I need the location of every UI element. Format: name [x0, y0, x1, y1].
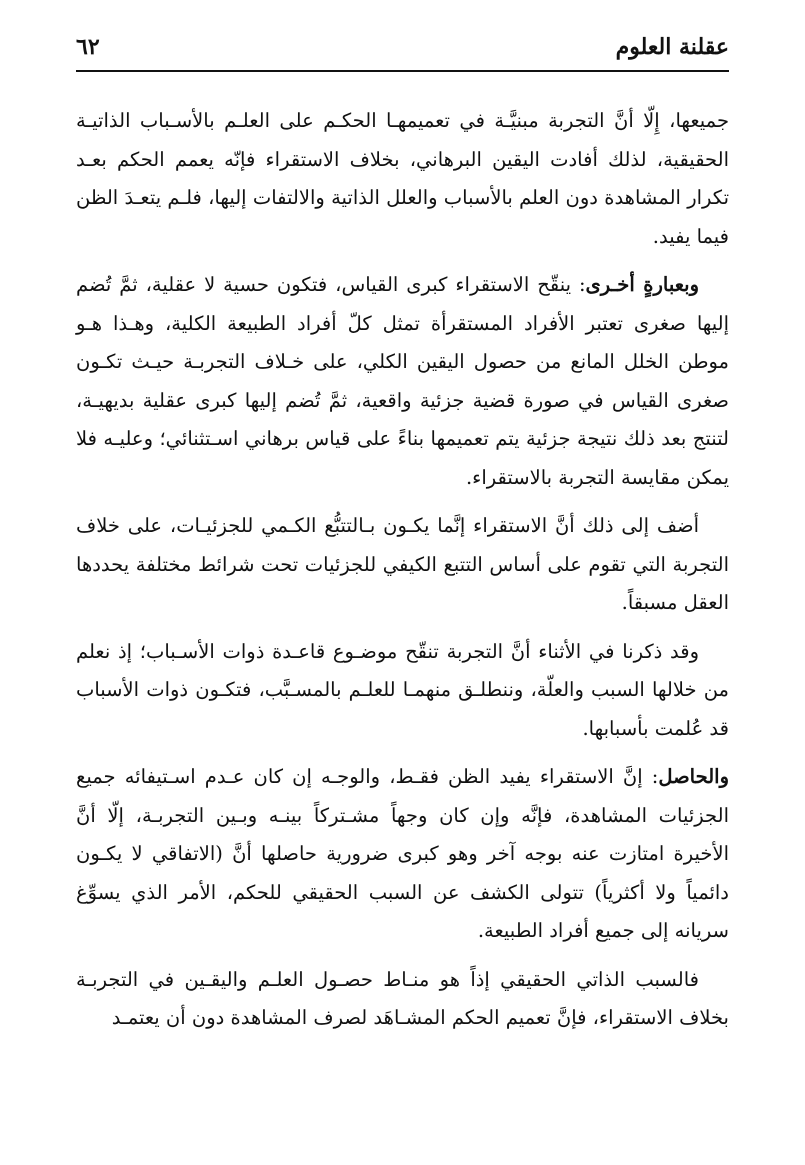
paragraph-lead: وبعبارةٍ أخـرى — [585, 273, 699, 296]
header-divider — [76, 70, 729, 72]
paragraph-lead: والحاصل — [658, 765, 729, 788]
paragraph-text: وقد ذكرنا في الأثناء أنَّ التجربة تنقّح موضـوع قاعـدة ذوات الأسـباب؛ إذ نعلم من خلالها السبب والعلّة، وننطلـق منهمـا للعلـم بالمسـبَّب، فتكـون ذوات الأسباب قد عُلمت بأسبابها. — [76, 639, 729, 740]
paragraph-text: أضف إلى ذلك أنَّ الاستقراء إنَّما يكـون بـالتتبُّع الكـمي للجزئيـات، على خلاف التجربة التي تقوم على أساس التتبع الكيفي للجزئيات تحت شرائط مختلفة يحددها العقل مسبقاً. — [76, 514, 729, 614]
paragraph-text: فالسبب الذاتي الحقيقي إذاً هو منـاط حصـول العلـم واليقـين في التجربـة بخلاف الاستقراء، فإنَّ تعميم الحكم المشـاهَد لصرف المشاهدة دون أن يعتمـد — [76, 967, 729, 1029]
paragraph — [76, 507, 729, 623]
paragraph — [76, 266, 729, 497]
paragraph — [76, 633, 729, 749]
paragraph — [76, 758, 729, 951]
paragraph-text: : ينقّح الاستقراء كبرى القياس، فتكون حسية لا عقلية، ثمَّ تُضم إليها صغرى تعتبر الأفراد المستقرأة تمثل كلّ أفراد الطبيعة الكلية، وهـذا هـو موطن الخلل المانع من حصول اليقين الكلي، على خـلاف التجربـة حيـث تكـون صغرى القياس في صورة قضية جزئية واقعية، ثمَّ تُضم إليها كبرى عقلية بديهيـة، لتنتج بعد ذلك نتيجة جزئية يتم تعميمها بناءً على قياس برهاني اسـتثنائي؛ وعليـه فلا يمكن مقايسة التجربة بالاستقراء. — [76, 273, 729, 489]
page-header — [76, 30, 729, 72]
body-text — [76, 102, 729, 1048]
paragraph — [76, 961, 729, 1038]
running-title: عقلنة العلوم — [615, 34, 729, 60]
paragraph — [76, 102, 729, 256]
paragraph-text: : إنَّ الاستقراء يفيد الظن فقـط، والوجـه إن كان عـدم اسـتيفائه جميع الجزئيات المشاهدة، فإنَّه وإن كان وجهاً مشـتركاً بينـه وبـين التجربـة، إلّا أنَّ الأخيرة امتازت عنه بوجه آخر وهو كبرى ضرورية حاصلها أنَّ (الاتفاقي لا يكـون دائمياً ولا أكثرياً) تتولى الكشف عن السبب الحقيقي للحكم، الأمر الذي يسوِّغ سريانه إلى جميع أفراد الطبيعة. — [76, 765, 729, 942]
page-number: ٦٢ — [76, 34, 100, 60]
paragraph-text: جميعها، إِلّا أنَّ التجربة مبنيَّـة في تعميمهـا الحكـم على العلـم بالأسـباب الذاتيـة الحقيقية، لذلك أفادت اليقين البرهاني، بخلاف الاستقراء فإنّه يعمم الحكم بعـد تكرار المشاهدة دون العلم بالأسباب والعلل الذاتية والالتفات إليها، فلـم يتعـدَ الظن فيما يفيد. — [76, 109, 730, 248]
